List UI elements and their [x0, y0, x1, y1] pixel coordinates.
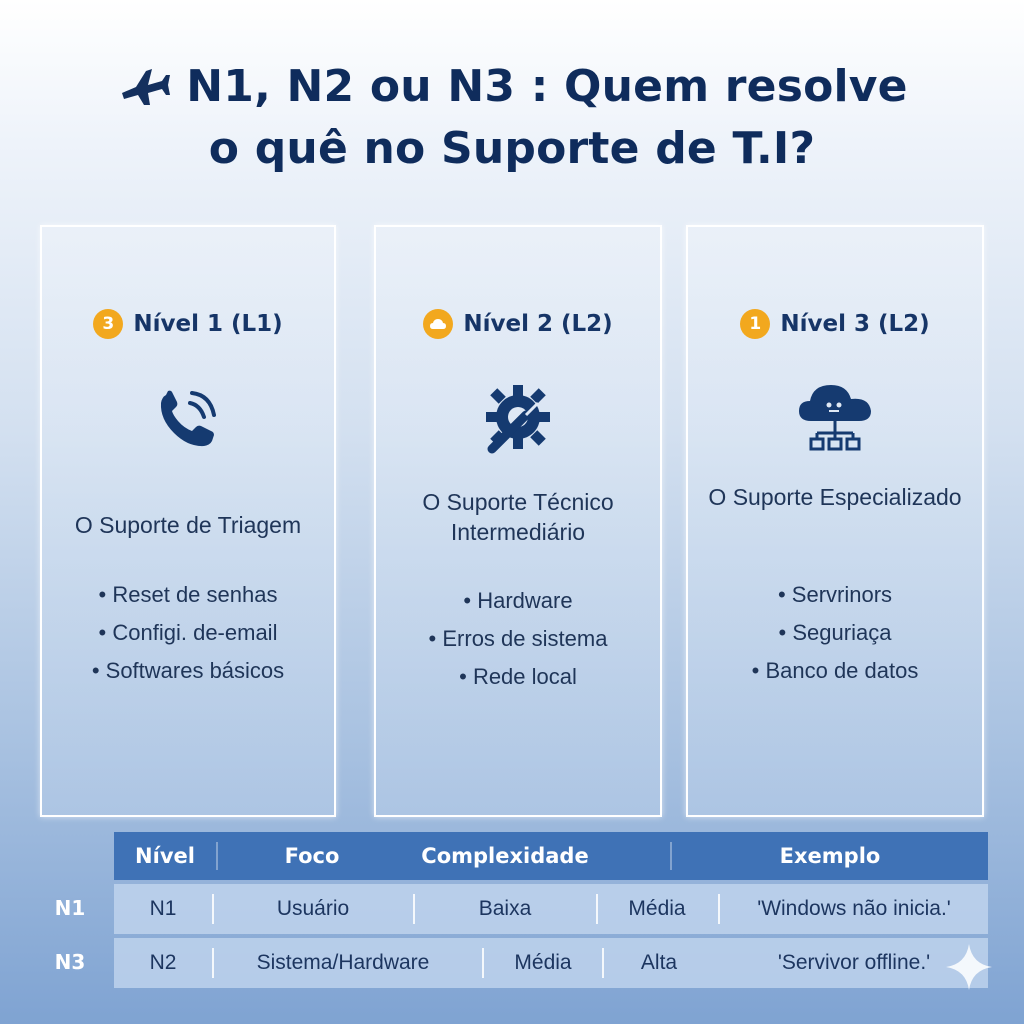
- level-badge: 3: [93, 309, 123, 339]
- list-item: • Erros de sistema: [376, 620, 660, 658]
- row-label: N1: [54, 896, 86, 920]
- wrench-gear-icon: [476, 375, 560, 459]
- column-header: Foco: [284, 844, 340, 868]
- card-bullet-list: [42, 576, 334, 690]
- card-heading: [376, 309, 660, 339]
- card-level-2: [374, 225, 662, 817]
- list-item: • Softwares básicos: [42, 652, 334, 690]
- table-cell: 'Servivor offline.': [777, 951, 931, 974]
- table-row: [114, 938, 988, 988]
- phone-icon: [152, 385, 224, 457]
- card-title: Nível 3 (L2): [780, 311, 930, 337]
- title-line-1: [40, 56, 984, 118]
- list-item: • Configi. de-email: [42, 614, 334, 652]
- table-cell: Sistema/Hardware: [256, 951, 430, 974]
- column-header: Nível: [135, 844, 195, 868]
- card-level-1: [40, 225, 336, 817]
- card-title: Nível 2 (L2): [463, 311, 613, 337]
- column-header: Complexidade: [421, 844, 589, 868]
- card-description: O Suporte Especializado: [708, 484, 962, 510]
- cloud-network-icon: [793, 373, 877, 457]
- list-item: • Banco de datos: [688, 652, 982, 690]
- list-item: • Reset de senhas: [42, 576, 334, 614]
- list-item: • Seguriaça: [688, 614, 982, 652]
- card-heading: [42, 309, 334, 339]
- list-item: • Rede local: [376, 658, 660, 696]
- card-description: O Suporte de Triagem: [74, 512, 302, 538]
- table-header: [114, 832, 988, 880]
- list-item: • Servrinors: [688, 576, 982, 614]
- sparkle-icon: [944, 942, 994, 992]
- airplane-icon: [116, 63, 172, 107]
- card-bullet-list: [688, 576, 982, 690]
- page-title: [40, 56, 984, 180]
- list-item: • Hardware: [376, 582, 660, 620]
- table-cell: Usuário: [276, 897, 350, 920]
- column-header: Exemplo: [779, 844, 881, 868]
- card-bullet-list: [376, 582, 660, 696]
- cloud-badge-icon: [429, 318, 447, 330]
- table-row: [114, 884, 988, 934]
- title-text-2: o quê no Suporte de T.I?: [208, 123, 816, 174]
- card-title: Nível 1 (L1): [133, 311, 283, 337]
- level-badge: [423, 309, 453, 339]
- level-badge: 1: [740, 309, 770, 339]
- card-heading: [688, 309, 982, 339]
- table-cell: Média: [514, 951, 572, 974]
- table-cell: 'Windows não inicia.': [757, 897, 951, 920]
- table-cell: Média: [628, 897, 686, 920]
- table-cell: Baixa: [478, 897, 532, 920]
- table-cell: N1: [149, 897, 177, 920]
- table-cell: N2: [149, 951, 177, 974]
- title-text-1: N1, N2 ou N3 : Quem resolve: [186, 61, 908, 112]
- table-cell: Alta: [640, 951, 678, 974]
- card-level-3: [686, 225, 984, 817]
- card-description: O Suporte Técnico Intermediário: [422, 489, 614, 545]
- row-label: N3: [54, 950, 86, 974]
